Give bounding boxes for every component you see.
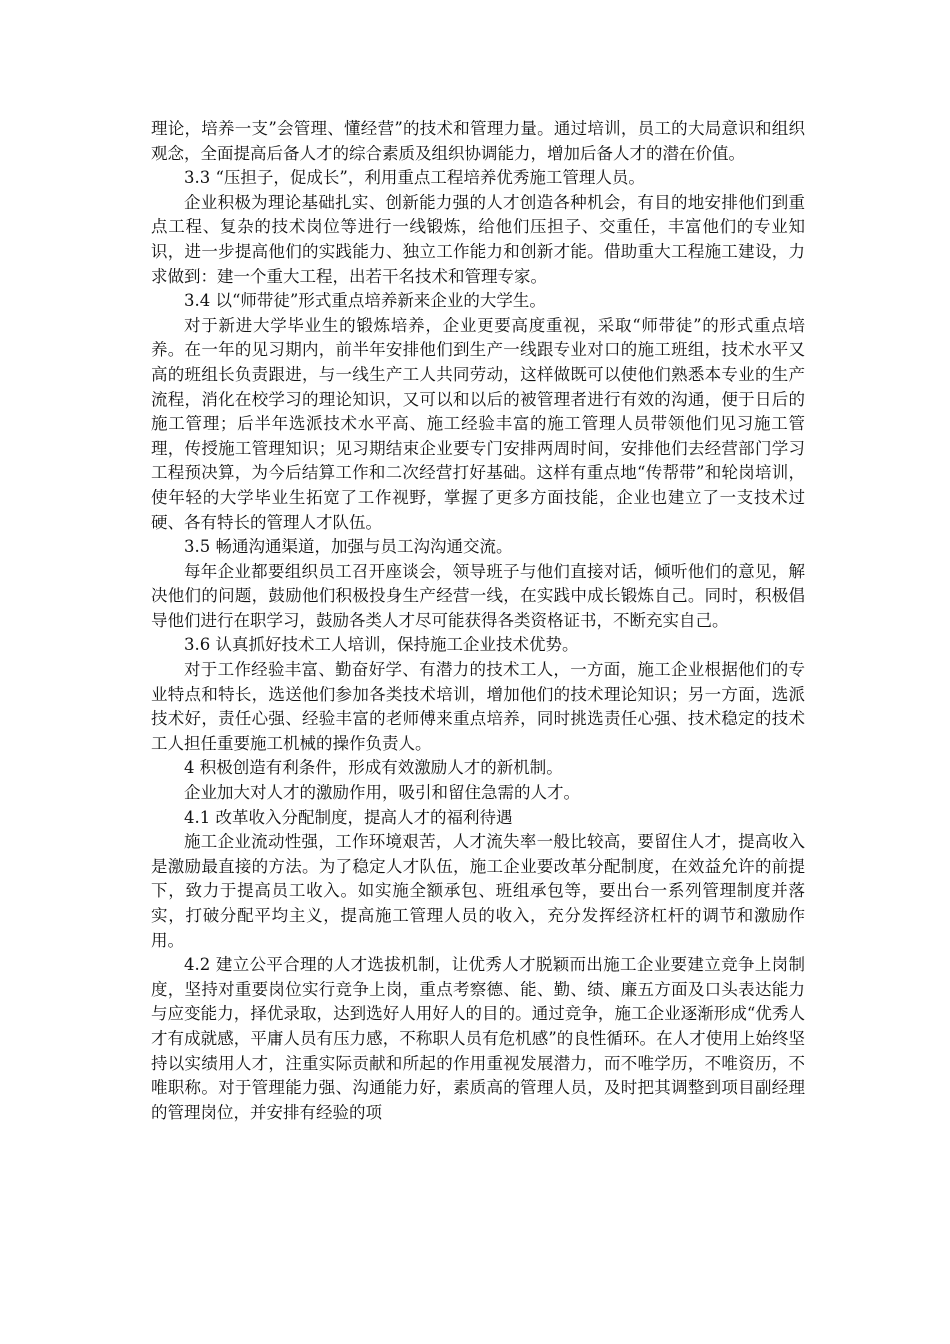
paragraph: 每年企业都要组织员工召开座谈会，领导班子与他们直接对话，倾听他们的意见，解决他们的问题，鼓励他们积极投身生产经营一线，在实践中成长锻炼自己。同时，积极倡导他们进行在职学习，鼓励各类人才尽可能获得各类资格证书，不断充实自己。 — [151, 561, 805, 630]
section-heading-3-3: 3.3 “压担子，促成长”，利用重点工程培养优秀施工管理人员。 — [184, 168, 645, 188]
paragraph: 对于工作经验丰富、勤奋好学、有潜力的技术工人，一方面，施工企业根据他们的专业特点和特长，选送他们参加各类技术培训，增加他们的技术理论知识；另一方面，选派技术好，责任心强、经验丰富的老师傅来重点培养，同时挑选责任心强、技术稳定的技术工人担任重要施工机械的操作负责人。 — [151, 660, 805, 753]
paragraph: 施工企业流动性强，工作环境艰苦，人才流失率一般比较高，要留住人才，提高收入是激励最直接的方法。为了稳定人才队伍，施工企业要改革分配制度，在效益允许的前提下，致力于提高员工收入。如实施全额承包、班组承包等，要出台一系列管理制度并落实，打破分配平均主义，提高施工管理人员的收入，充分发挥经济杠杆的调节和激励作用。 — [151, 832, 805, 950]
paragraph: 对于新进大学毕业生的锻炼培养，企业更要高度重视，采取“师带徒”的形式重点培养。在一年的见习期内，前半年安排他们到生产一线跟专业对口的施工班组，技术水平又高的班组长负责跟进，与一线生产工人共同劳动，这样做既可以使他们熟悉本专业的生产流程，消化在校学习的理论知识，又可以和以后的被管理者进行有效的沟通，便于日后的施工管理；后半年选派技术水平高、施工经验丰富的施工管理人员带领他们见习施工管理，传授施工管理知识；见习期结束企业要专门安排两周时间，安排他们去经营部门学习工程预决算，为今后结算工作和二次经营打好基础。这样有重点地“传帮带”和轮岗培训，使年轻的大学毕业生拓宽了工作视野，掌握了更多方面技能，企业也建立了一支技术过硬、各有特长的管理人才队伍。 — [151, 315, 805, 532]
paragraph-continued: 理论，培养一支”会管理、懂经营”的技术和管理力量。通过培训，员工的大局意识和组织观念，全面提高后备人才的综合素质及组织协调能力，增加后备人才的潜在价值。 — [151, 119, 805, 163]
paragraph: 企业加大对人才的激励作用，吸引和留住急需的人才。 — [184, 783, 580, 803]
section-heading-3-4: 3.4 以“师带徒”形式重点培养新来企业的大学生。 — [184, 291, 546, 311]
section-heading-4-1: 4.1 改革收入分配制度，提高人才的福利待遇 — [184, 807, 513, 827]
section-heading-3-5: 3.5 畅通沟通渠道，加强与员工沟沟通交流。 — [184, 537, 513, 557]
document-page — [151, 117, 805, 1125]
paragraph-4-2: 4.2 建立公平合理的人才选拔机制，让优秀人才脱颖而出施工企业要建立竞争上岗制度，坚持对重要岗位实行竞争上岗，重点考察德、能、勤、绩、廉五方面及口头表达能力与应变能力，择优录取，达到选好人用好人的目的。通过竞争，施工企业逐渐形成“优秀人才有成就感，平庸人员有压力感，不称职人员有危机感”的良性循环。在人才使用上始终坚持以实绩用人才，注重实际贡献和所起的作用重视发展潜力，而不唯学历，不唯资历，不唯职称。对于管理能力强、沟通能力好，素质高的管理人员，及时把其调整到项目副经理的管理岗位，并安排有经验的项 — [151, 955, 805, 1122]
paragraph: 企业积极为理论基础扎实、创新能力强的人才创造各种机会，有目的地安排他们到重点工程、复杂的技术岗位等进行一线锻炼，给他们压担子、交重任，丰富他们的专业知识，进一步提高他们的实践能力、独立工作能力和创新才能。借助重大工程施工建设，力求做到：建一个重大工程，出若干名技术和管理专家。 — [151, 192, 805, 286]
section-heading-3-6: 3.6 认真抓好技术工人培训，保持施工企业技术优势。 — [184, 635, 579, 655]
section-heading-4: 4 积极创造有利条件，形成有效激励人才的新机制。 — [184, 758, 563, 778]
